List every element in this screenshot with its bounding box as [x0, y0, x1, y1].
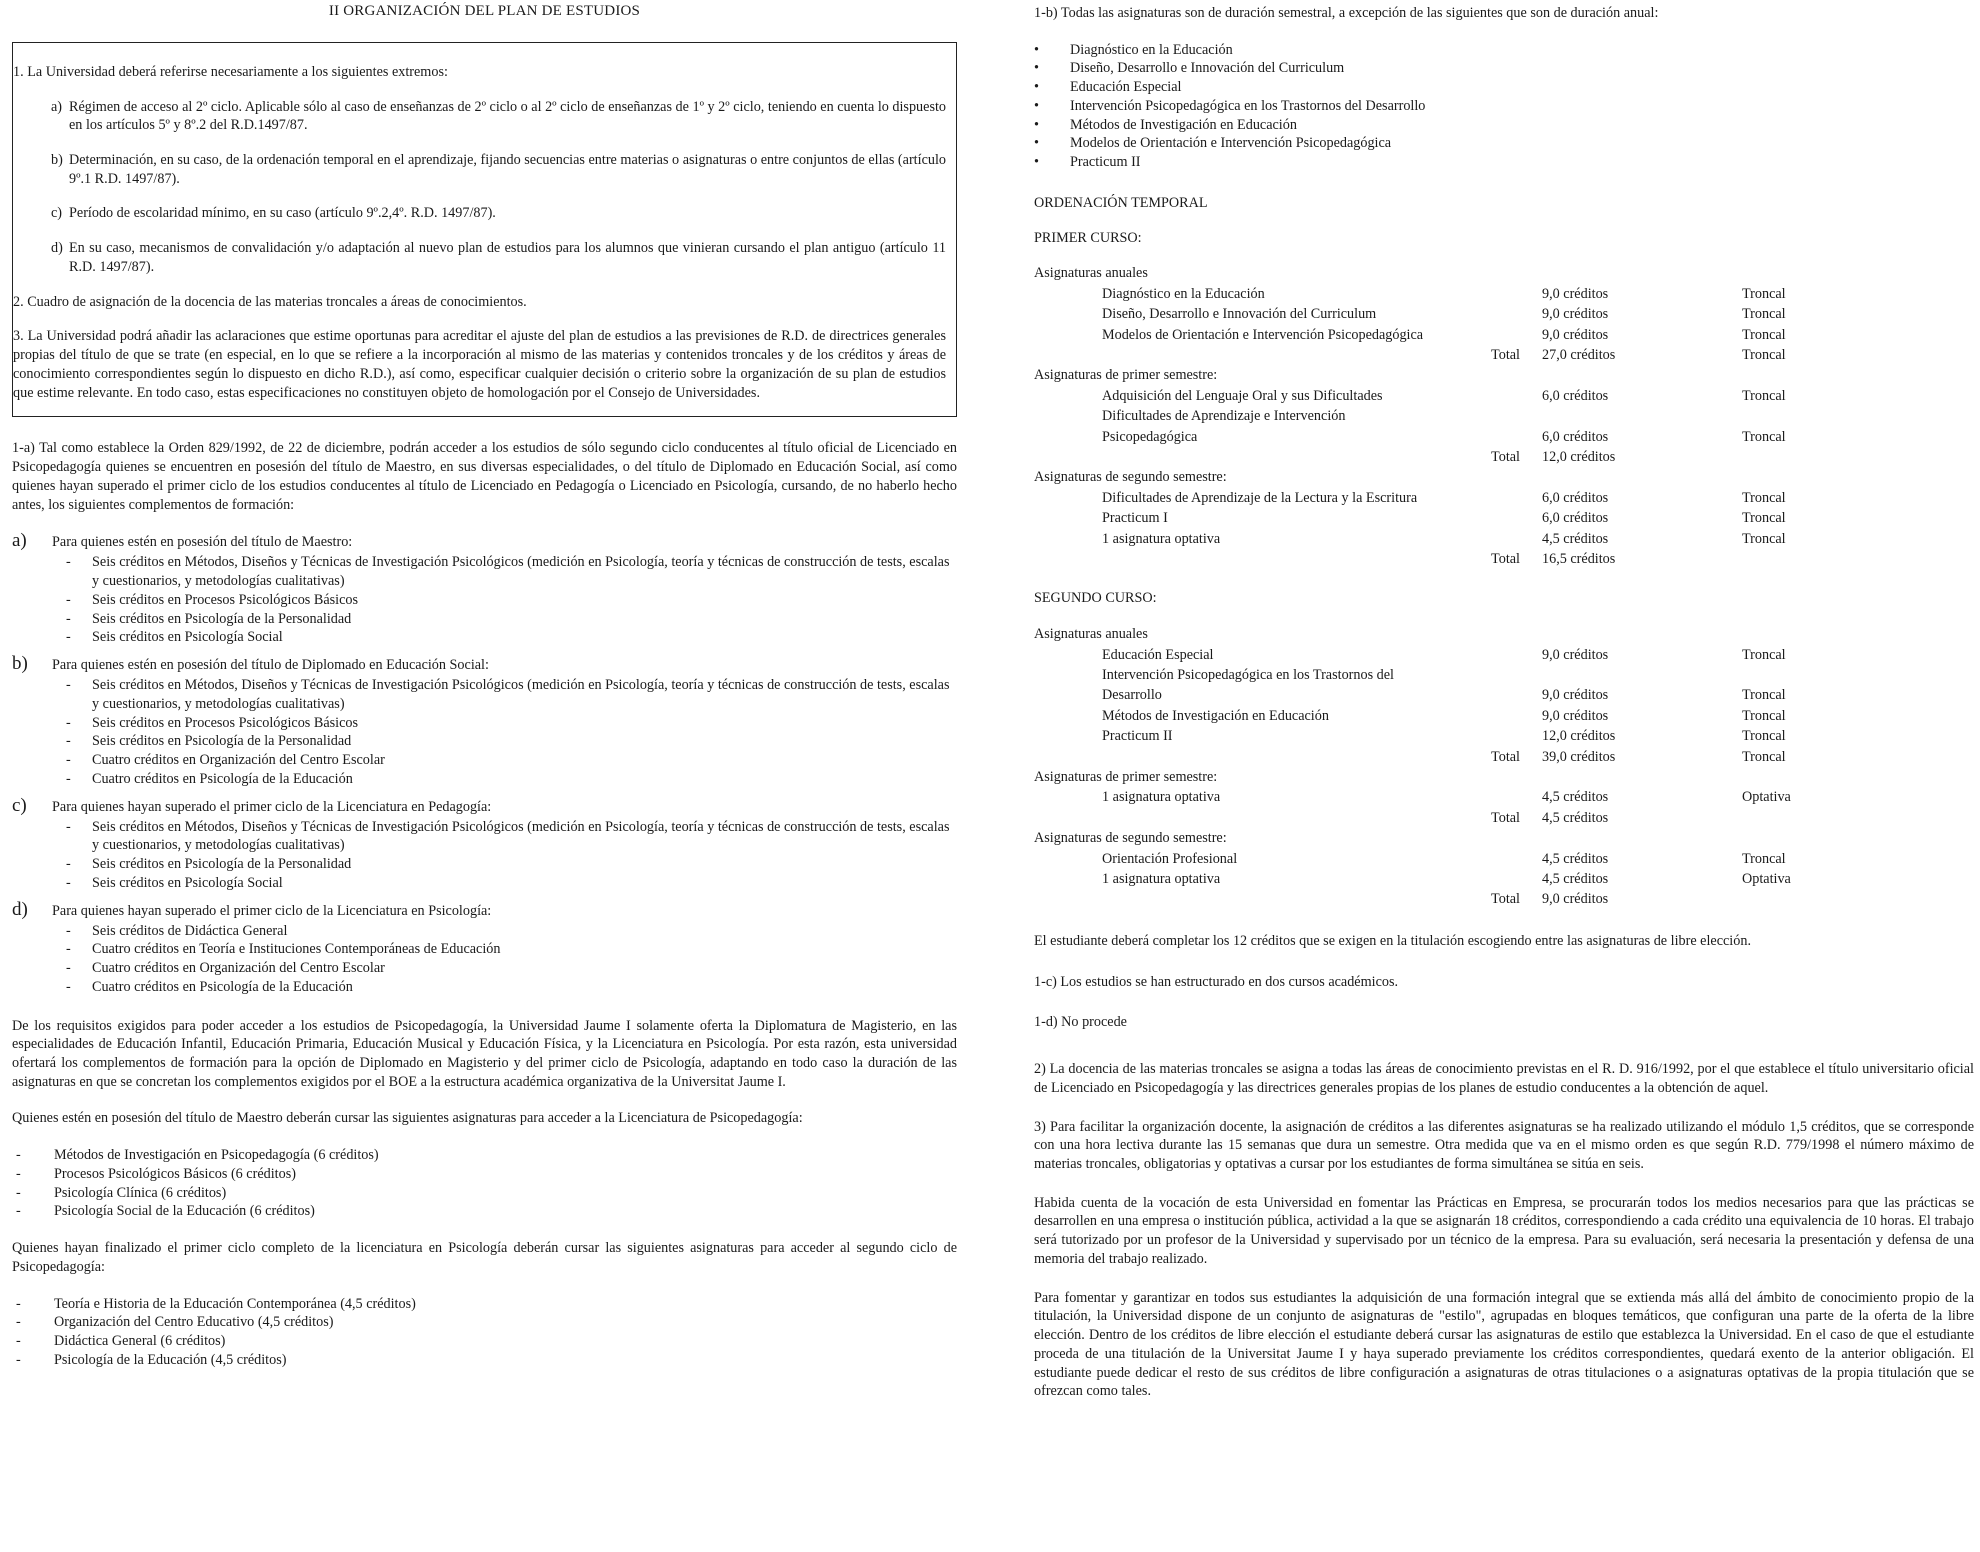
list-item: - Psicología Social de la Educación (6 créditos)	[12, 1202, 957, 1221]
list-item: - Seis créditos de Didáctica General	[52, 922, 957, 941]
annual-subjects-list	[1034, 41, 1974, 172]
subject-name: Psicopedagógica	[1102, 428, 1198, 445]
total-row	[1034, 808, 1974, 828]
subject-credits: 9,0 créditos	[1542, 687, 1609, 704]
table-row	[1034, 406, 1974, 426]
total-label: Total	[1491, 551, 1520, 568]
subject-type: Troncal	[1742, 285, 1786, 302]
requirement-c	[12, 793, 957, 893]
total-credits: 39,0 créditos	[1542, 748, 1616, 765]
table-row	[1034, 284, 1974, 304]
total-label: Total	[1491, 891, 1520, 908]
box-item-letter: c)	[51, 205, 63, 222]
list-item: - Teoría e Historia de la Educación Contemporánea (4,5 créditos)	[12, 1295, 957, 1314]
requirement-letter: c)	[12, 794, 27, 816]
table-row	[1034, 869, 1974, 889]
list-item: • Diseño, Desarrollo e Innovación del Curriculum	[1034, 59, 1974, 78]
table-row	[1034, 508, 1974, 528]
box-paragraph-1: 1. La Universidad deberá referirse necesariamente a los siguientes extremos:	[13, 63, 448, 80]
box-item	[13, 239, 946, 276]
group-label: Asignaturas anuales	[1034, 265, 1148, 282]
practicas-paragraph: Habida cuenta de la vocación de esta Universidad en fomentar las Prácticas en Empresa, se procurarán todos los medios necesarios para que las prácticas se desarrollen en una empresa o institución pública, actividad a la que se asignarán 18 créditos, correspondiendo a cada crédito una equivalencia de 10 horas. El trabajo será tutorizado por un profesor de la Universidad y supervisado por un técnico de la empresa. Para su evaluación, será necesaria la presentación y defensa de una memoria del trabajo realizado.	[1034, 1194, 1974, 1267]
right-column	[1034, 0, 1974, 1401]
list-item: - Seis créditos en Métodos, Diseños y Técnicas de Investigación Psicológicos (medición en Psicología, teoría y técnicas de construcción de tests, escalas y cuestionarios, y metodologías cualitativas)	[52, 676, 957, 713]
table-row	[1034, 488, 1974, 508]
list-item: - Seis créditos en Métodos, Diseños y Técnicas de Investigación Psicológicos (medición en Psicología, teoría y técnicas de construcción de tests, escalas y cuestionarios, y metodologías cualitativas)	[52, 553, 957, 590]
estilo-paragraph: Para fomentar y garantizar en todos sus estudiantes la adquisición de una formación integral que se extienda más allá del ámbito de conocimiento propio de la titulación, la Universidad dispone de un conjunto de asignaturas de "estilo", agrupadas en bloques temáticos, que configuran una parte de la oferta de la libre elección. Dentro de los créditos de libre elección el estudiante deberá cursar las asignaturas de estilo que establezca la Universidad. En el caso de que el estudiante proceda de una titulación de la Universitat Jaume I y haya superado previamente los créditos correspondientes, quedará exento de la anterior obligación. El estudiante puede dedicar el resto de sus créditos de libre configuración a asignaturas de otras titulaciones o a asignaturas optativas de la propia titulación que se ofrezcan como tales.	[1034, 1289, 1974, 1400]
no-procede-paragraph: 1-d) No procede	[1034, 1014, 1127, 1031]
box-item-text: Determinación, en su caso, de la ordenación temporal en el aprendizaje, fijando secuencias entre materias o asignaturas o entre conjuntos de ellas (artículo 9º.1 R.D. 1497/87).	[69, 152, 946, 187]
group-label: Asignaturas de primer semestre:	[1034, 769, 1218, 786]
requirement-letter: d)	[12, 898, 28, 920]
box-item-text: En su caso, mecanismos de convalidación y/o adaptación al nuevo plan de estudios para los alumnos que vinieran cursando el plan antiguo (artículo 11 R.D. 1497/87).	[69, 240, 946, 275]
subject-name: Métodos de Investigación en Educación	[1102, 707, 1329, 724]
table-row	[1034, 386, 1974, 406]
subject-type: Troncal	[1742, 687, 1786, 704]
subject-credits: 4,5 créditos	[1542, 871, 1609, 888]
primer-curso-table	[1034, 263, 1974, 569]
subject-type: Troncal	[1742, 387, 1786, 404]
subject-credits: 9,0 créditos	[1542, 707, 1609, 724]
subject-credits: 6,0 créditos	[1542, 489, 1609, 506]
list-item: - Cuatro créditos en Psicología de la Educación	[52, 770, 957, 789]
list-item: - Cuatro créditos en Psicología de la Educación	[52, 978, 957, 997]
box-item-letter: d)	[51, 240, 63, 257]
list-item: - Seis créditos en Psicología Social	[52, 628, 957, 647]
primer-curso-heading: PRIMER CURSO:	[1034, 229, 1142, 246]
list-item: - Seis créditos en Psicología de la Personalidad	[52, 610, 957, 629]
list-item: - Cuatro créditos en Organización del Centro Escolar	[52, 751, 957, 770]
docencia-paragraph: 2) La docencia de las materias troncales se asigna a todas las áreas de conocimiento previstas en el R. D. 916/1992, por el que establece el título universitario oficial de Licenciado en Psicopedagogía y las directrices generales propias de los planes de estudio conducentes a la obtención de aquel.	[1034, 1061, 1974, 1096]
intro-paragraph: 1-a) Tal como establece la Orden 829/1992, de 22 de diciembre, podrán acceder a los estudios de sólo segundo ciclo conducentes al título oficial de Licenciado en Psicopedagogía quienes se encuentren en posesión del título de Maestro, en sus diversas especialidades, o del título de Diplomado en Educación Social, así como quienes hayan superado el primer ciclo de los estudios conducentes al título de Licenciado en Pedagogía o Licenciado en Psicología, cursando, de no haberlo hecho antes, los siguientes complementos de formación:	[12, 440, 957, 513]
subject-credits: 4,5 créditos	[1542, 850, 1609, 867]
requirement-heading: Para quienes estén en posesión del título de Diplomado en Educación Social:	[52, 657, 489, 674]
table-row	[1034, 706, 1974, 726]
requirement-heading: Para quienes hayan superado el primer ciclo de la Licenciatura en Psicología:	[52, 902, 492, 919]
table-row	[1034, 849, 1974, 869]
total-credits: 12,0 créditos	[1542, 449, 1616, 465]
subject-name: Practicum II	[1102, 728, 1173, 745]
box-item-text: Régimen de acceso al 2º ciclo. Aplicable sólo al caso de enseñanzas de 2º ciclo o al 2º ciclo de enseñanzas de 1º y 2º ciclo, teniendo en cuenta lo dispuesto en los artículos 5º y 8º.2 del R.D.1497/87.	[69, 98, 946, 134]
box-item	[13, 151, 946, 188]
total-type: Troncal	[1742, 346, 1786, 363]
list-item: - Didáctica General (6 créditos)	[12, 1332, 957, 1351]
subject-type: Troncal	[1742, 489, 1786, 506]
subject-name: Dificultades de Aprendizaje de la Lectura y la Escritura	[1102, 489, 1418, 506]
segundo-curso-heading: SEGUNDO CURSO:	[1034, 590, 1157, 607]
table-row	[1034, 685, 1974, 705]
table-row	[1034, 427, 1974, 447]
subject-credits: 6,0 créditos	[1542, 510, 1609, 527]
subject-credits: 9,0 créditos	[1542, 285, 1609, 302]
list-item: - Procesos Psicológicos Básicos (6 créditos)	[12, 1165, 957, 1184]
requirement-letter: a)	[12, 530, 27, 552]
total-row	[1034, 345, 1974, 365]
list-item: - Seis créditos en Métodos, Diseños y Técnicas de Investigación Psicológicos (medición en Psicología, teoría y técnicas de construcción de tests, escalas y cuestionarios, y metodologías cualitativas)	[52, 818, 957, 855]
libre-eleccion-paragraph: El estudiante deberá completar los 12 créditos que se exigen en la titulación escogiendo entre las asignaturas de libre elección.	[1034, 932, 1751, 949]
requirement-items	[12, 676, 957, 788]
subject-name: Dificultades de Aprendizaje e Intervención	[1102, 408, 1346, 425]
total-type: Troncal	[1742, 748, 1786, 765]
list-item: - Psicología de la Educación (4,5 créditos)	[12, 1351, 957, 1370]
group-label: Asignaturas anuales	[1034, 626, 1148, 643]
list-item: - Cuatro créditos en Teoría e Instituciones Contemporáneas de Educación	[52, 940, 957, 959]
psicologia-paragraph: Quienes hayan finalizado el primer ciclo completo de la licenciatura en Psicología deberán cursar las siguientes asignaturas para acceder al segundo ciclo de Psicopedagogía:	[12, 1240, 957, 1275]
maestro-list	[12, 1146, 957, 1221]
requirement-items	[12, 922, 957, 997]
subject-credits: 4,5 créditos	[1542, 530, 1609, 547]
psicologia-list	[12, 1295, 957, 1370]
box-item	[13, 98, 946, 135]
list-item: • Intervención Psicopedagógica en los Trastornos del Desarrollo	[1034, 97, 1974, 116]
group-label: Asignaturas de segundo semestre:	[1034, 830, 1227, 847]
total-row	[1034, 447, 1974, 467]
total-row	[1034, 549, 1974, 569]
subject-name: 1 asignatura optativa	[1102, 530, 1221, 547]
list-item: • Educación Especial	[1034, 78, 1974, 97]
requirement-items	[12, 818, 957, 893]
subject-credits: 9,0 créditos	[1542, 326, 1609, 343]
total-label: Total	[1491, 346, 1520, 363]
subject-type: Troncal	[1742, 306, 1786, 323]
list-item: - Seis créditos en Procesos Psicológicos Básicos	[52, 591, 957, 610]
subject-name: Intervención Psicopedagógica en los Trastornos del	[1102, 666, 1394, 683]
table-row	[1034, 645, 1974, 665]
requirements-list	[12, 528, 957, 996]
total-label: Total	[1491, 449, 1520, 465]
subject-name: Educación Especial	[1102, 646, 1214, 663]
left-column	[12, 0, 957, 1370]
subject-name: Adquisición del Lenguaje Oral y sus Dificultades	[1102, 387, 1383, 404]
subject-type: Troncal	[1742, 326, 1786, 343]
requirement-b	[12, 651, 957, 788]
list-item: - Organización del Centro Educativo (4,5 créditos)	[12, 1313, 957, 1332]
subject-type: Troncal	[1742, 510, 1786, 527]
list-item: • Métodos de Investigación en Educación	[1034, 116, 1974, 135]
requirement-a	[12, 528, 957, 647]
total-credits: 4,5 créditos	[1542, 809, 1609, 826]
table-row	[1034, 304, 1974, 324]
table-row	[1034, 726, 1974, 746]
list-item: - Seis créditos en Psicología de la Personalidad	[52, 855, 957, 874]
subject-name: Practicum I	[1102, 510, 1168, 527]
total-label: Total	[1491, 809, 1520, 826]
total-row	[1034, 889, 1974, 909]
subject-name: Diseño, Desarrollo e Innovación del Curriculum	[1102, 306, 1377, 323]
list-item: - Métodos de Investigación en Psicopedagogía (6 créditos)	[12, 1146, 957, 1165]
subject-credits: 4,5 créditos	[1542, 789, 1609, 806]
box-item	[13, 204, 946, 223]
list-item: • Practicum II	[1034, 153, 1974, 172]
subject-type: Troncal	[1742, 428, 1786, 445]
list-item: • Diagnóstico en la Educación	[1034, 41, 1974, 60]
box-item-text: Período de escolaridad mínimo, en su caso (artículo 9º.2,4º. R.D. 1497/87).	[69, 205, 496, 222]
table-row	[1034, 665, 1974, 685]
subject-type: Troncal	[1742, 850, 1786, 867]
instructions-box	[12, 42, 957, 418]
segundo-curso-table	[1034, 624, 1974, 910]
subject-credits: 9,0 créditos	[1542, 646, 1609, 663]
box-paragraph-2: 2. Cuadro de asignación de la docencia de las materias troncales a áreas de conocimientos.	[13, 293, 527, 310]
requirement-items	[12, 553, 957, 647]
group-label: Asignaturas de primer semestre:	[1034, 367, 1218, 384]
box-paragraph-3: 3. La Universidad podrá añadir las aclaraciones que estime oportunas para acreditar el ajuste del plan de estudios a las previsiones de R.D. de directrices generales propias del título de que se trate (en especial, en lo que se refiere a la incorporación al mismo de las materias y contenidos troncales y de los créditos y áreas de conocimiento correspondientes según lo dispuesto en dicho R.D.), así como, especificar cualquier decisión o criterio sobre la organización de su plan de estudios que estime relevante. En todo caso, estas especificaciones no constituyen objeto de homologación por el Consejo de Universidades.	[13, 328, 946, 401]
total-row	[1034, 747, 1974, 767]
subject-type: Optativa	[1742, 871, 1791, 888]
modulo-paragraph: 3) Para facilitar la organización docente, la asignación de créditos a las diferentes asignaturas se ha realizado utilizando el módulo 1,5 créditos, que se corresponde con una hora lectiva durante las 15 semanas que dura un semestre. Otra medida que va en el mismo orden es que según R.D. 779/1998 el número máximo de materias troncales, obligatorias y optativas a cursar por los estudiantes de forma simultánea se sitúa en seis.	[1034, 1118, 1974, 1172]
subject-name: Modelos de Orientación e Intervención Psicopedagógica	[1102, 326, 1424, 343]
requirement-letter: b)	[12, 653, 28, 675]
page-title: II ORGANIZACIÓN DEL PLAN DE ESTUDIOS	[328, 3, 641, 19]
cursos-paragraph: 1-c) Los estudios se han estructurado en dos cursos académicos.	[1034, 973, 1399, 990]
subject-credits: 6,0 créditos	[1542, 428, 1609, 445]
list-item: - Psicología Clínica (6 créditos)	[12, 1184, 957, 1203]
table-row	[1034, 325, 1974, 345]
subject-name: Desarrollo	[1102, 687, 1162, 704]
ordenacion-heading: ORDENACIÓN TEMPORAL	[1034, 194, 1208, 211]
duracion-paragraph: 1-b) Todas las asignaturas son de duración semestral, a excepción de las siguientes que son de duración anual:	[1034, 5, 1659, 21]
subject-name: 1 asignatura optativa	[1102, 789, 1221, 806]
table-row	[1034, 787, 1974, 807]
requirement-heading: Para quienes hayan superado el primer ciclo de la Licenciatura en Pedagogía:	[52, 798, 492, 815]
subject-credits: 6,0 créditos	[1542, 387, 1609, 404]
subject-type: Troncal	[1742, 530, 1786, 547]
subject-type: Troncal	[1742, 707, 1786, 724]
box-item-letter: b)	[51, 152, 63, 168]
list-item: • Modelos de Orientación e Intervención Psicopedagógica	[1034, 134, 1974, 153]
total-label: Total	[1491, 748, 1520, 765]
table-row	[1034, 529, 1974, 549]
list-item: - Seis créditos en Procesos Psicológicos Básicos	[52, 714, 957, 733]
list-item: - Seis créditos en Psicología de la Personalidad	[52, 732, 957, 751]
subject-name: Diagnóstico en la Educación	[1102, 285, 1265, 302]
subject-type: Troncal	[1742, 646, 1786, 663]
requirement-d	[12, 897, 957, 997]
subject-type: Troncal	[1742, 728, 1786, 745]
total-credits: 9,0 créditos	[1542, 891, 1609, 908]
subject-name: 1 asignatura optativa	[1102, 871, 1221, 888]
subject-credits: 9,0 créditos	[1542, 306, 1609, 323]
list-item: - Seis créditos en Psicología Social	[52, 874, 957, 893]
requisitos-paragraph: De los requisitos exigidos para poder acceder a los estudios de Psicopedagogía, la Universidad Jaume I solamente oferta la Diplomatura de Magisterio, en las especialidades de Educación Infantil, Educación Primaria, Educación Musical y Educación Física, y la Licenciatura en Psicología. Por esta razón, esta universidad ofertará los complementos de formación para la opción de Diplomado en Magisterio y del primer ciclo de Psicología, adaptando en todo caso la duración de las asignaturas en que se concretan los complementos exigidos por el BOE a la estructura académica organizativa de la Universitat Jaume I.	[12, 1017, 957, 1090]
subject-credits: 12,0 créditos	[1542, 728, 1616, 745]
group-label: Asignaturas de segundo semestre:	[1034, 469, 1227, 486]
maestro-paragraph: Quienes estén en posesión del título de Maestro deberán cursar las siguientes asignaturas para acceder a la Licenciatura de Psicopedagogía:	[12, 1110, 803, 1127]
subject-name: Orientación Profesional	[1102, 850, 1238, 867]
subject-type: Optativa	[1742, 789, 1791, 806]
requirement-heading: Para quienes estén en posesión del título de Maestro:	[52, 534, 353, 551]
total-credits: 27,0 créditos	[1542, 346, 1616, 363]
box-item-letter: a)	[51, 98, 63, 115]
total-credits: 16,5 créditos	[1542, 551, 1616, 568]
list-item: - Cuatro créditos en Organización del Centro Escolar	[52, 959, 957, 978]
